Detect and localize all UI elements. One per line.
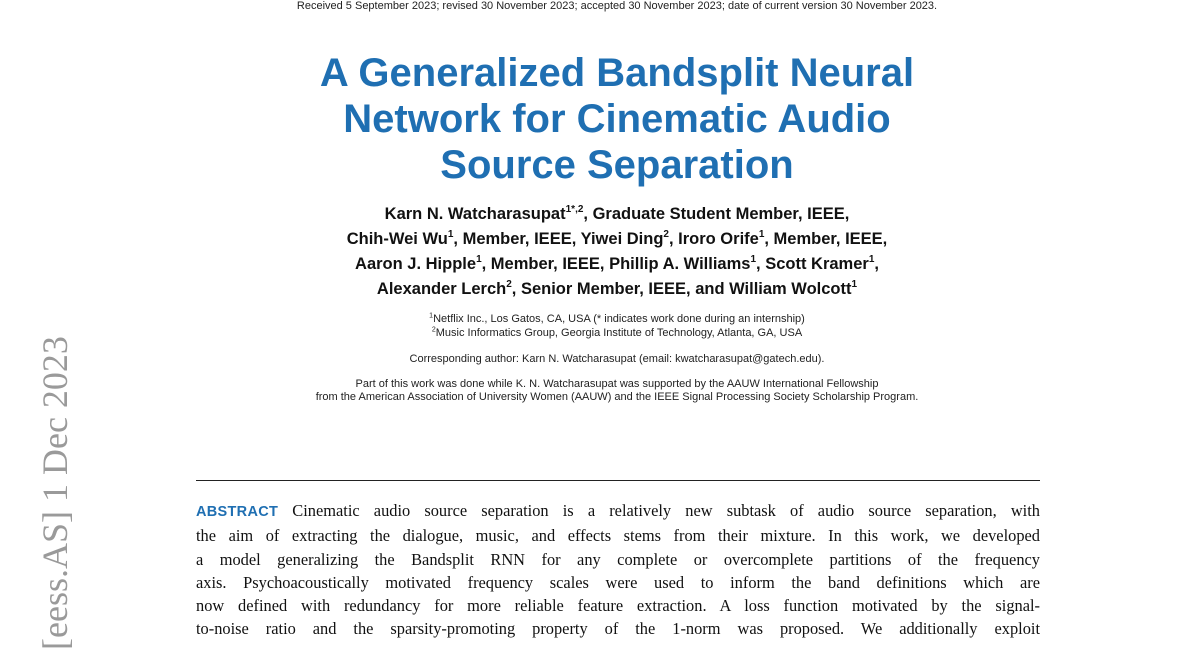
author-role: , Member, IEEE, xyxy=(481,255,610,273)
title-line: Source Separation xyxy=(440,143,794,187)
author-line xyxy=(0,227,1200,252)
author-line xyxy=(0,277,1200,302)
affiliation-line xyxy=(0,326,1200,340)
abstract-line xyxy=(196,499,1040,524)
abstract-text: to-noise ratio and the sparsity-promoting property of the 1-norm was proposed. We additionally exploit xyxy=(196,619,1040,639)
author-name: Yiwei Ding xyxy=(580,230,664,248)
funding-line: Part of this work was done while K. N. Watcharasupat was supported by the AAUW International Fellowship xyxy=(355,378,879,390)
author-affiliation-mark: 1 xyxy=(447,228,454,240)
affiliation-mark: 1 xyxy=(429,312,434,320)
abstract xyxy=(196,499,1040,641)
abstract-text: a model generalizing the Bandsplit RNN for any complete or overcomplete partitions of the frequency xyxy=(196,549,1040,569)
abstract-line xyxy=(196,571,1040,594)
author-role: , xyxy=(756,255,766,273)
author-affiliation-mark: 2 xyxy=(506,278,512,290)
abstract-line xyxy=(196,617,1040,640)
author-affiliation-mark: 1*,2 xyxy=(565,203,584,215)
author-role: , Graduate Student Member, IEEE, xyxy=(583,205,850,223)
author-name: William Wolcott xyxy=(729,280,852,298)
author-name: Alexander Lerch xyxy=(376,280,507,298)
author-affiliation-mark: 1 xyxy=(476,253,482,265)
author-line xyxy=(0,252,1200,277)
author-name: Phillip A. Williams xyxy=(609,255,751,273)
affiliation-text: Music Informatics Group, Georgia Institute of Technology, Atlanta, GA, USA xyxy=(435,327,803,339)
author-name: Aaron J. Hipple xyxy=(355,255,477,273)
paper-title xyxy=(0,50,1200,188)
abstract-text: axis. Psychoacoustically motivated frequency scales were used to inform the band definitions which are xyxy=(196,572,1040,592)
abstract-line xyxy=(196,548,1040,571)
abstract-text: now defined with redundancy for more reliable feature extraction. A loss function motivated by the signal- xyxy=(196,596,1040,616)
funding-note xyxy=(0,378,1200,404)
author-role: , Member, IEEE, xyxy=(453,230,581,248)
title-line: A Generalized Bandsplit Neural xyxy=(319,51,915,95)
author-name: Iroro Orife xyxy=(678,230,759,248)
author-affiliation-mark: 1 xyxy=(758,228,765,240)
arxiv-identifier: [eess.AS] 1 Dec 2023 xyxy=(35,336,75,650)
funding-line: from the American Association of University Women (AAUW) and the IEEE Signal Processing Society Scholarship Program. xyxy=(315,391,919,403)
corresponding-author: Corresponding author: Karn N. Watcharasupat (email: kwatcharasupat@gatech.edu). xyxy=(409,353,825,365)
title-line: Network for Cinematic Audio xyxy=(343,97,891,141)
author-role: , xyxy=(668,230,679,248)
author-affiliation-mark: 1 xyxy=(851,278,858,290)
author-affiliation-mark: 1 xyxy=(868,253,875,265)
abstract-text: Cinematic audio source separation is a relatively new subtask of audio source separation, with xyxy=(292,501,1040,520)
affiliation-line xyxy=(0,312,1200,326)
author-role: , Senior Member, IEEE, and xyxy=(511,280,730,298)
author-name: Karn N. Watcharasupat xyxy=(384,205,566,223)
author-affiliation-mark: 2 xyxy=(663,228,669,240)
author-name: Scott Kramer xyxy=(765,255,869,273)
received-dates: Received 5 September 2023; revised 30 November 2023; accepted 30 November 2023; date of current version 30 November 2023. xyxy=(296,0,938,12)
abstract-line xyxy=(196,594,1040,617)
abstract-line xyxy=(196,524,1040,547)
affiliation-text: Netflix Inc., Los Gatos, CA, USA (* indicates work done during an internship) xyxy=(433,313,805,325)
author-list xyxy=(0,202,1200,302)
author-role: , Member, IEEE, xyxy=(764,230,888,248)
affiliations xyxy=(0,312,1200,340)
author-affiliation-mark: 1 xyxy=(750,253,757,265)
abstract-heading: ABSTRACT xyxy=(196,504,279,520)
affiliation-mark: 2 xyxy=(431,326,436,334)
author-role: , xyxy=(874,255,879,273)
author-name: Chih-Wei Wu xyxy=(346,230,448,248)
abstract-text: the aim of extracting the dialogue, music, and effects stems from their mixture. In this work, we developed xyxy=(196,526,1040,546)
section-divider xyxy=(196,480,1040,481)
author-line xyxy=(0,202,1200,227)
